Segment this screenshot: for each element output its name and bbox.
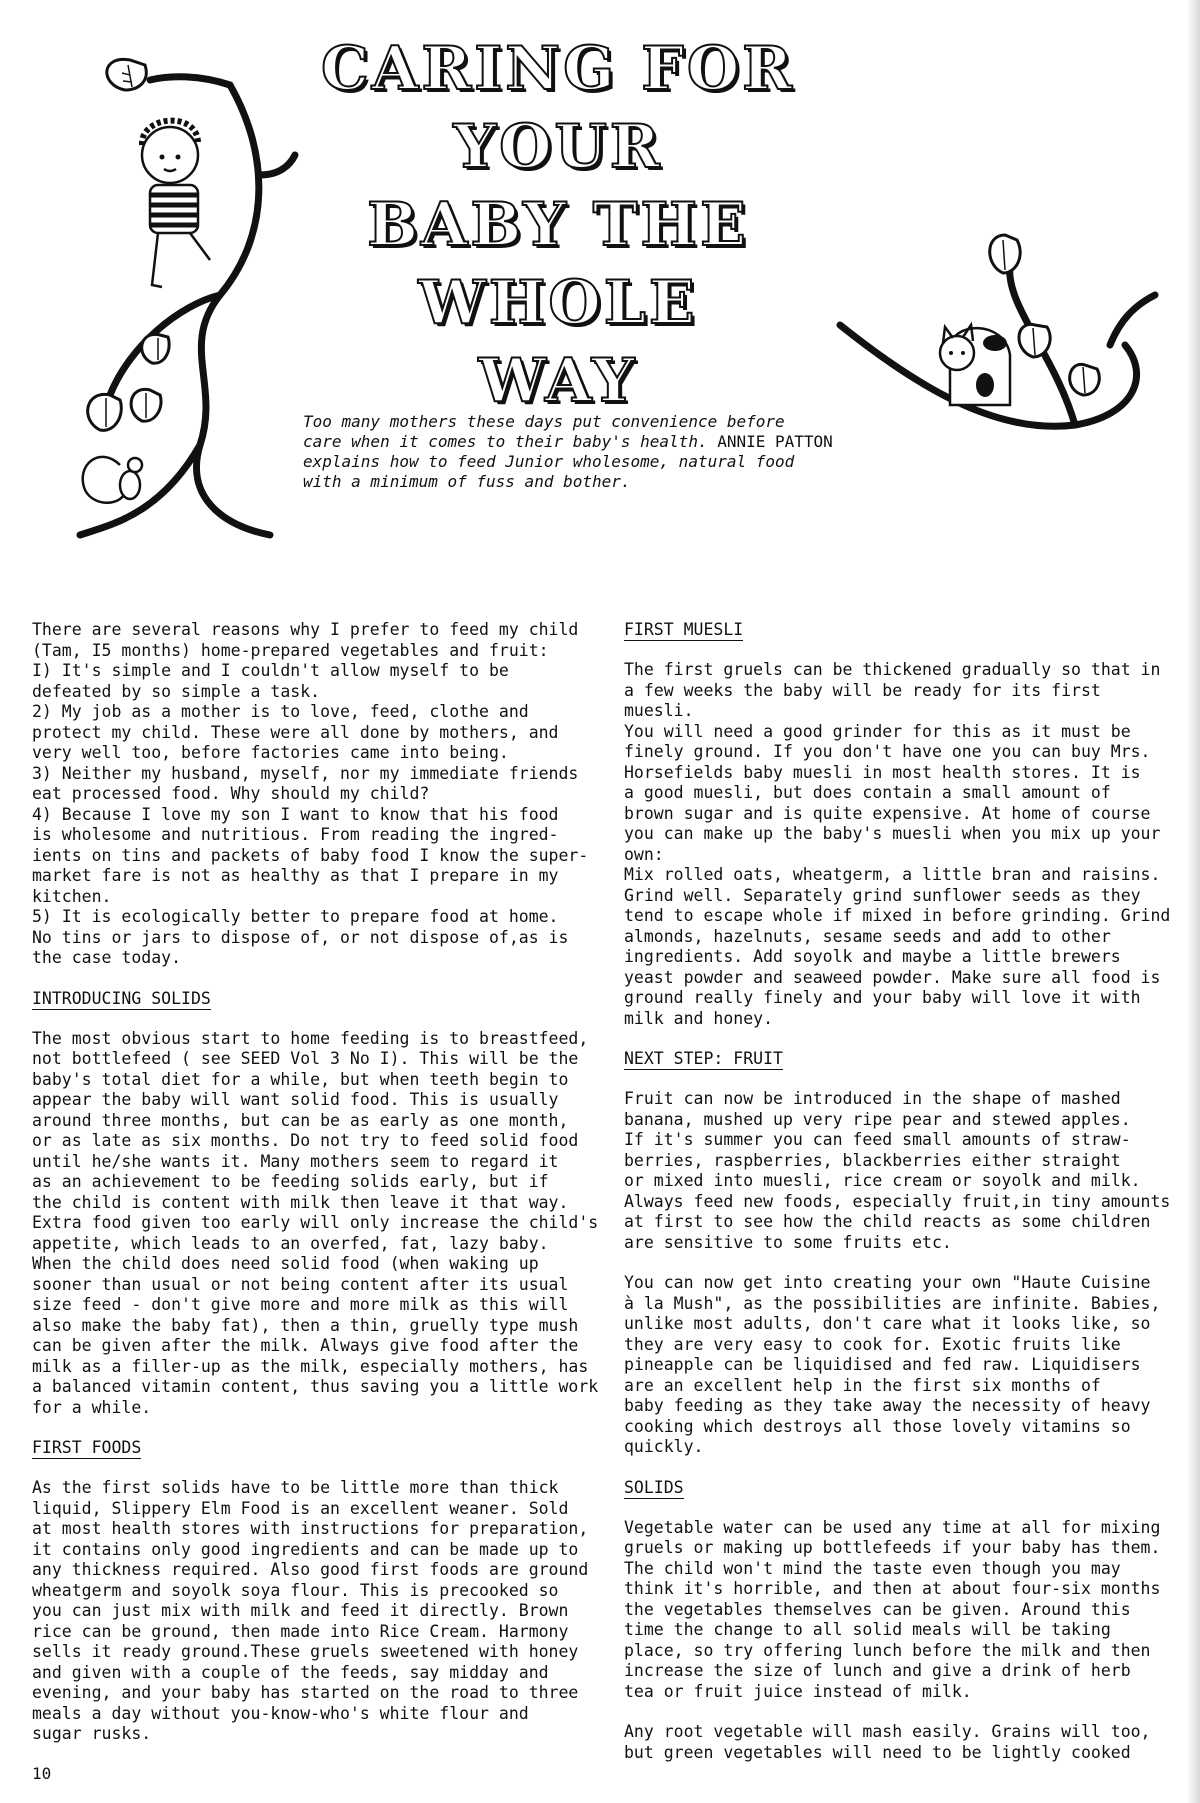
body-paragraph: Any root vegetable will mash easily. Grains will too, but green vegetables will need to be lightly cooked (624, 1722, 1151, 1762)
body-paragraph: Fruit can now be introduced in the shape of mashed banana, mushed up very ripe pear and stewed apples. If it's summer you can feed small amounts of straw- berries, raspberries, blackberries either straight or mixed into muesli, rice cream or soyolk and milk. Always feed new foods, especially fruit,in tiny amounts at first to see how the child reacts as some children are sensitive to some fruits etc. (624, 1089, 1171, 1252)
article-standfirst (303, 412, 863, 492)
intro-line: Too many mothers these days put convenience before (303, 412, 785, 431)
page-number: 10 (32, 1764, 52, 1783)
leaf-icon (107, 59, 146, 90)
body-paragraph: You can now get into creating your own "Haute Cuisine à la Mush", as the possibilities are infinite. Babies, unlike most adults, don't care what it looks like, so they are very easy to cook for. Exotic fruits like pineapple can be liquidised and fed raw. Liquidisers are an excellent help in the first six months of baby feeding as they take away the necessity of heavy cooking which destroys all those lovely vitamins so quickly. (624, 1273, 1161, 1456)
squirrel-icon (83, 457, 142, 503)
leaf-icon (1070, 364, 1100, 395)
right-column (624, 620, 1172, 1763)
title-line: CARING FOR YOUR (321, 34, 795, 182)
section-heading: INTRODUCING SOLIDS (32, 988, 211, 1008)
section-heading: FIRST MUESLI (624, 620, 744, 639)
page-edge-shadow (1186, 0, 1200, 1803)
leaf-icon (131, 389, 161, 421)
leaf-icon (142, 334, 169, 363)
section-heading: FIRST FOODS (32, 1438, 142, 1457)
article-title (268, 30, 848, 420)
body-paragraph: The first gruels can be thickened gradually so that in a few weeks the baby will be ready for its first muesli. You will need a good grinder for this as it must be finely ground. If you don't have one you can buy Mrs. Horsefields baby muesli in most health stores. It is a good muesli, but does contain a small amount of brown sugar and is quite expensive. At home of course you can make up the baby's muesli when you mix up your own: Mix rolled oats, wheatgerm, a little bran and raisins. Grind well. Separately grind sunflower seeds as they tend to escape whole if mixed in before grinding. Grind almonds, hazelnuts, sesame seeds and add to other ingredients. Add soyolk and maybe a little brewers yeast powder and seaweed powder. Make sure all food is ground really finely and your baby will love it with milk and honey. (624, 660, 1171, 1028)
title-line: BABY THE WHOLE (367, 190, 749, 338)
body-paragraph: Vegetable water can be used any time at all for mixing gruels or making up bottlefeeds if your baby has them. The child won't mind the taste even though you may think it's horrible, and then at about four-six months the vegetables themselves can be given. Around this time the change to all solid meals will be taking place, so try offering lunch before the milk and then increase the size of lunch and give a drink of herb tea or fruit juice instead of milk. (624, 1517, 1161, 1701)
body-paragraph: There are several reasons why I prefer to feed my child (Tam, I5 months) home-prepared vegetables and fruit: I) It's simple and I couldn't allow myself to be defeated by so simple a task. 2) My job as a mother is to love, feed, clothe and protect my child. These were all done by mothers, and very well too, before factories came into being. 3) Neither my husband, myself, nor my immediate friends eat processed food. Why should my child? 4) Because I love my son I want to know that his food is wholesome and nutritious. From reading the ingred- ients on tins and packets of baby food I know the super- market fare is not as healthy as that I prepare in my kitchen. 5) It is ecologically better to prepare food at home. No tins or jars to dispose of, or not dispose of,as is the case today. (32, 620, 589, 967)
leaf-icon (1019, 324, 1050, 357)
title-line: WAY (478, 346, 638, 416)
leaf-icon (88, 394, 122, 430)
section-heading: SOLIDS (624, 1477, 684, 1497)
child-figure (142, 121, 210, 287)
intro-line: care when it comes to their baby's health. (303, 432, 708, 451)
body-paragraph: As the first solids have to be little more than thick liquid, Slippery Elm Food is an excellent weaner. Sold at most health stores with instructions for preparation, it contains only good ingredients and can be made up to any thickness required. Also good first foods are ground wheatgerm and soyolk soya flour. This is precooked so you can just mix with milk and feed it directly. Brown rice can be ground, then made into Rice Cream. Harmony sells it ready ground.These gruels sweetened with honey and given with a couple of the feeds, say midday and evening, and your baby has started on the road to three meals a day without you-know-who's white flour and sugar rusks. (32, 1478, 589, 1743)
body-paragraph: The most obvious start to home feeding is to breastfeed, not bottlefeed ( see SEED Vol 3 No I). This will be the baby's total diet for a while, but when teeth begin to appear the baby will want solid food. This is usually around three months, but can be as early as one month, or as late as six months. Do not try to feed solid food until he/she wants it. Many mothers seem to regard it as an achievement to be feeding solids early, but if the child is content with milk then leave it that way. Extra food given too early will only increase the child's appetite, which leads to an overfed, fat, lazy baby. When the child does need solid food (when waking up sooner than usual or not being content after its usual size feed - don't give more and more milk as this will also make the baby fat), then a thin, gruelly type mush can be given after the milk. Always give food after the milk as a filler-up as the milk, especially mothers, has a balanced vitamin content, thus saving you a little work for a while. (32, 1028, 599, 1417)
intro-line: explains how to feed Junior wholesome, natural food (303, 452, 795, 471)
leaf-icon (990, 235, 1020, 273)
left-column (32, 620, 612, 1745)
author-name: ANNIE PATTON (717, 432, 833, 451)
section-heading: NEXT STEP: FRUIT (624, 1049, 783, 1068)
child-on-vine-illustration (70, 45, 300, 555)
intro-line: with a minimum of fuss and bother. (303, 472, 631, 491)
cat-figure (940, 325, 1010, 405)
cat-on-vine-illustration (835, 225, 1165, 455)
